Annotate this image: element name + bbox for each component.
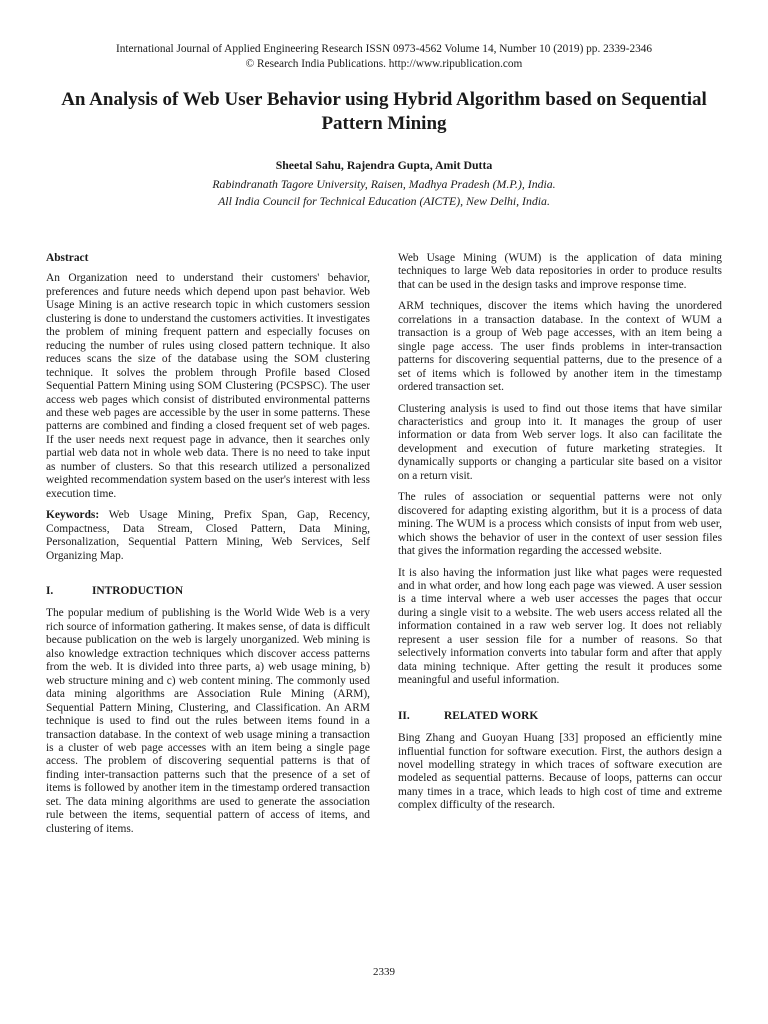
body-paragraph: The rules of association or sequential patterns were not only discovered for adapting existing algorithm, but it is a process of data mining. The WUM is a process which consists of input from web user, which shows the behavior of user in the context of user session files that gives the information regarding the accessed website. <box>398 491 722 558</box>
author-list: Sheetal Sahu, Rajendra Gupta, Amit Dutta <box>275 158 493 172</box>
affiliation-2: All India Council for Technical Education (AICTE), New Delhi, India. <box>218 194 550 208</box>
journal-header <box>0 42 768 72</box>
body-paragraph: Web Usage Mining (WUM) is the application of data mining techniques to large Web data repositories in order to produce results that can be used in the design tasks and improve response time. <box>398 252 722 291</box>
paper-title: An Analysis of Web User Behavior using Hybrid Algorithm based on Sequential Pattern Mining <box>61 89 707 134</box>
section-title: INTRODUCTION <box>92 584 184 597</box>
keywords-paragraph <box>46 509 370 563</box>
section-heading-introduction <box>46 585 370 598</box>
left-column <box>46 252 370 844</box>
journal-citation: International Journal of Applied Engineering Research ISSN 0973-4562 Volume 14, Number 10 (2019) pp. 2339-2346 <box>115 43 653 55</box>
affiliation-1: Rabindranath Tagore University, Raisen, Madhya Pradesh (M.P.), India. <box>212 177 556 191</box>
body-paragraph: It is also having the information just like what pages were requested and in what order, and how long each page was viewed. A user session is a time interval where a web user accesses the pages that occur during a single visit to a website. The web users access related all the information contained in a raw web server log. It does not reliably represent a user session file for a number of reasons. So that selectively information converts into tabular form and after that apply data mining technique. After getting the result it produces some meaningful and useful information. <box>398 566 722 687</box>
section-heading-related-work <box>398 710 722 723</box>
body-paragraph: Clustering analysis is used to find out those items that have similar characteristics and group into it. It manages the group of user information or data from Web server logs. It also can facilitate the development and execution of future marketing strategies. It dynamically supports or changing a particular site based on a visitor on a return visit. <box>398 402 722 482</box>
introduction-paragraph: The popular medium of publishing is the World Wide Web is a very rich source of information gathering. It makes sense, of data is difficult because publication on the web is largely unorganized. Web mining is also knowledge extraction techniques which discover access patterns from the web. It is divided into three parts, a) web usage mining, b) web structure mining and c) web content mining. The commonly used data mining algorithms are Association Rule Mining (ARM), Sequential Pattern Mining, Clustering, and Classification. An ARM technique is used to find out the rules between items found in a transaction database. In the context of web usage mining a transaction is a cluster of web page accesses with an item being a single page access. The problem of discovering sequential patterns is that of finding inter-transaction patterns such that the presence of a set of items is followed by another item in the timestamp ordered transaction set. The data mining algorithms are used to generate the association rule between the items, sequential pattern of access of items, and clustering of items. <box>46 607 371 835</box>
section-title: RELATED WORK <box>444 709 539 722</box>
keywords-label: Keywords: <box>46 509 100 522</box>
body-paragraph: ARM techniques, discover the items which having the unordered correlations in a transaction database. In the context of WUM a transaction is a group of Web page accesses, with an item being a single page access. The user finds problems in inter-transaction patterns for discovering sequential patterns, due to the presence of a set of items which is followed by another item in the timestamp ordered transaction set. <box>398 300 722 394</box>
publisher-line: © Research India Publications. http://www.ripublication.com <box>245 58 523 70</box>
page-number: 2339 <box>373 966 395 978</box>
section-number: II. <box>398 709 410 722</box>
abstract-text: An Organization need to understand their customers' behavior, preferences and future needs which depend upon past behavior. Web Usage Mining is an active research topic in which customers session clustering is done to understand the customers activities. It investigates the problem of mining frequent pattern and especially focuses on reducing the number of rules using closed pattern technique. It also reduces scans the size of the database using the SOM clustering technique. It solves the problem through Profile based Closed Sequential Pattern Mining using SOM Clustering (PCSPSC). The user access web pages which consist of distributed environmental patterns and these web pages are accessible by the user in some patterns. These patterns are combined and finding a closed frequent set of web pages. If the user needs next request page in advance, then it searches only partial web data not in whole web data. There is no need to take input as number of clusters. So that this research utilized a personalized weighted recommendation system based on the user's interest with less execution time. <box>46 272 370 500</box>
keywords-text: Web Usage Mining, Prefix Span, Gap, Recency, Compactness, Data Stream, Closed Pattern, Data Mining, Personalization, Sequential Pattern Mining, Web Services, Self Organizing Map. <box>46 509 370 562</box>
right-column <box>398 252 722 821</box>
abstract-heading: Abstract <box>46 252 89 264</box>
section-number: I. <box>46 584 54 597</box>
related-work-paragraph: Bing Zhang and Guoyan Huang [33] proposed an efficiently mine influential function for software execution. First, the authors design a novel modelling strategy in which traces of software execution are modeled as sequential patterns. Because of loops, patterns can occur many times in a trace, which leads to high cost of time and extreme complex difficulty of the research. <box>398 732 722 812</box>
